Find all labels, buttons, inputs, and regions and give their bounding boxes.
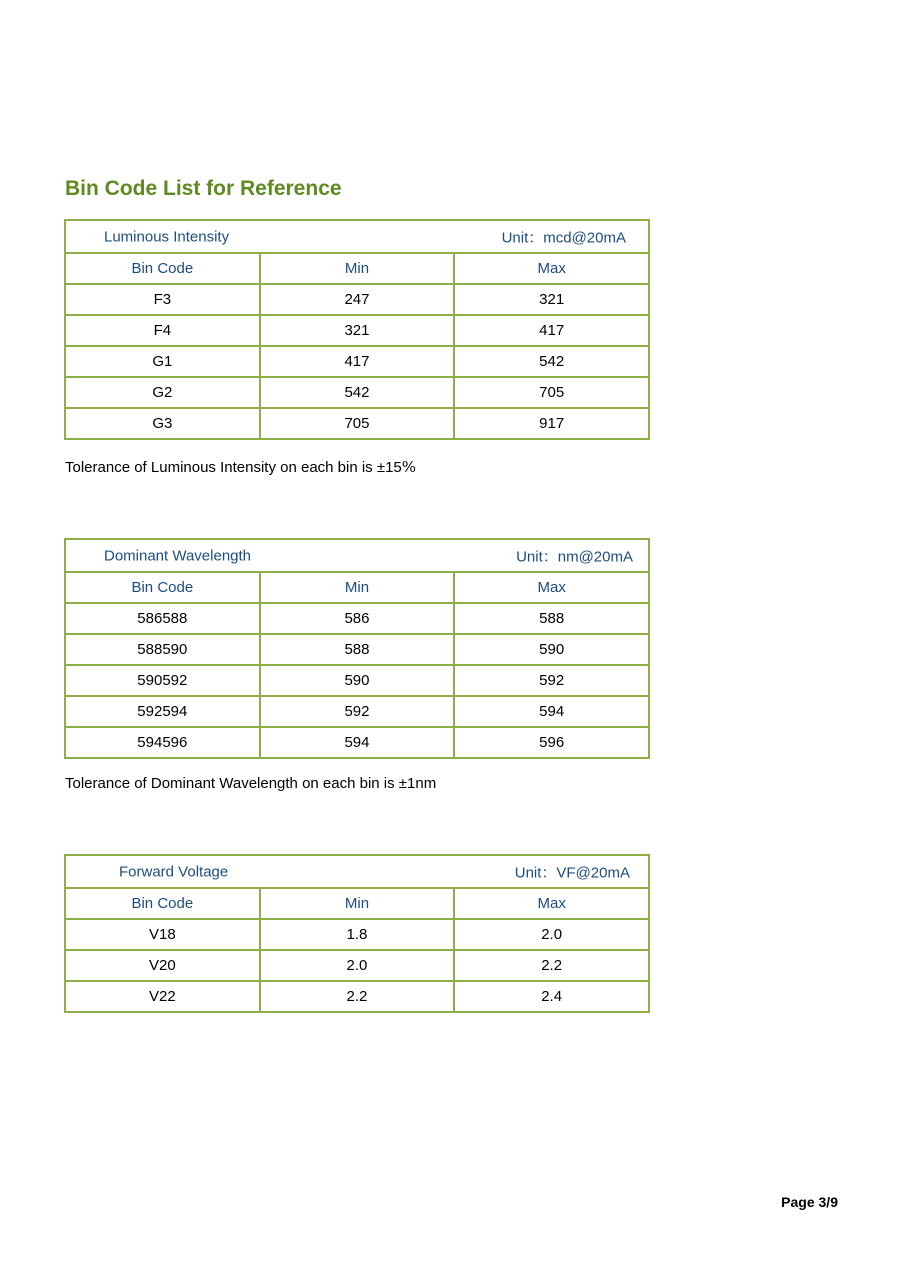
min-cell: 592 bbox=[260, 696, 455, 727]
forward-voltage-header bbox=[65, 855, 649, 888]
min-cell: 705 bbox=[260, 408, 455, 439]
bin-code-cell: 590592 bbox=[65, 665, 260, 696]
max-cell: 2.4 bbox=[454, 981, 649, 1012]
table-row bbox=[65, 315, 649, 346]
max-cell: 705 bbox=[454, 377, 649, 408]
min-cell: 321 bbox=[260, 315, 455, 346]
min-cell: 2.0 bbox=[260, 950, 455, 981]
column-header-min: Min bbox=[260, 572, 455, 603]
table-row bbox=[65, 981, 649, 1012]
bin-code-cell: V20 bbox=[65, 950, 260, 981]
column-header-bin-code: Bin Code bbox=[65, 888, 260, 919]
max-cell: 592 bbox=[454, 665, 649, 696]
table-row bbox=[65, 950, 649, 981]
luminous-intensity-tolerance-note bbox=[65, 458, 416, 476]
max-cell: 596 bbox=[454, 727, 649, 758]
table-row bbox=[65, 408, 649, 439]
column-header-row bbox=[65, 888, 649, 919]
max-cell: 588 bbox=[454, 603, 649, 634]
table-row bbox=[65, 603, 649, 634]
page-title: Bin Code List for Reference bbox=[65, 177, 342, 200]
table-row bbox=[65, 634, 649, 665]
luminous-intensity-table bbox=[64, 219, 650, 440]
column-header-bin-code: Bin Code bbox=[65, 253, 260, 284]
table-unit-label: Unit：mcd@20mA bbox=[501, 229, 626, 246]
bin-code-cell: G2 bbox=[65, 377, 260, 408]
min-cell: 590 bbox=[260, 665, 455, 696]
bin-code-cell: 592594 bbox=[65, 696, 260, 727]
min-cell: 417 bbox=[260, 346, 455, 377]
forward-voltage-table bbox=[64, 854, 650, 1013]
column-header-min: Min bbox=[260, 253, 455, 284]
column-header-max: Max bbox=[454, 888, 649, 919]
column-header-min: Min bbox=[260, 888, 455, 919]
max-cell: 417 bbox=[454, 315, 649, 346]
table-row bbox=[65, 377, 649, 408]
column-header-max: Max bbox=[454, 253, 649, 284]
table-row bbox=[65, 919, 649, 950]
bin-code-cell: F3 bbox=[65, 284, 260, 315]
bin-code-cell: 588590 bbox=[65, 634, 260, 665]
bin-code-cell: G3 bbox=[65, 408, 260, 439]
dominant-wavelength-table bbox=[64, 538, 650, 759]
bin-code-cell: F4 bbox=[65, 315, 260, 346]
table-row bbox=[65, 346, 649, 377]
dominant-wavelength-header bbox=[65, 539, 649, 572]
table-row bbox=[65, 696, 649, 727]
max-cell: 917 bbox=[454, 408, 649, 439]
min-cell: 1.8 bbox=[260, 919, 455, 950]
bin-code-cell: V22 bbox=[65, 981, 260, 1012]
min-cell: 2.2 bbox=[260, 981, 455, 1012]
table-row bbox=[65, 284, 649, 315]
tolerance-percent-sign: % bbox=[401, 458, 417, 476]
table-unit-label: Unit：VF@20mA bbox=[514, 864, 630, 881]
min-cell: 542 bbox=[260, 377, 455, 408]
luminous-intensity-header bbox=[65, 220, 649, 253]
max-cell: 321 bbox=[454, 284, 649, 315]
max-cell: 594 bbox=[454, 696, 649, 727]
column-header-max: Max bbox=[454, 572, 649, 603]
tolerance-text: Tolerance of Luminous Intensity on each bin is ±15 bbox=[65, 459, 402, 476]
min-cell: 247 bbox=[260, 284, 455, 315]
column-header-row bbox=[65, 253, 649, 284]
table-measure-label: Luminous Intensity bbox=[104, 228, 230, 245]
dominant-wavelength-tolerance-note: Tolerance of Dominant Wavelength on each bin is ±1nm bbox=[65, 775, 437, 792]
min-cell: 588 bbox=[260, 634, 455, 665]
max-cell: 2.0 bbox=[454, 919, 649, 950]
column-header-row bbox=[65, 572, 649, 603]
bin-code-cell: V18 bbox=[65, 919, 260, 950]
table-row bbox=[65, 727, 649, 758]
page-number: Page 3/9 bbox=[781, 1194, 838, 1210]
max-cell: 590 bbox=[454, 634, 649, 665]
bin-code-cell: 594596 bbox=[65, 727, 260, 758]
table-measure-label: Dominant Wavelength bbox=[104, 547, 252, 564]
min-cell: 594 bbox=[260, 727, 455, 758]
table-measure-label: Forward Voltage bbox=[119, 863, 229, 880]
min-cell: 586 bbox=[260, 603, 455, 634]
column-header-bin-code: Bin Code bbox=[65, 572, 260, 603]
bin-code-cell: G1 bbox=[65, 346, 260, 377]
table-row bbox=[65, 665, 649, 696]
table-unit-label: Unit：nm@20mA bbox=[516, 548, 633, 565]
max-cell: 2.2 bbox=[454, 950, 649, 981]
bin-code-cell: 586588 bbox=[65, 603, 260, 634]
max-cell: 542 bbox=[454, 346, 649, 377]
